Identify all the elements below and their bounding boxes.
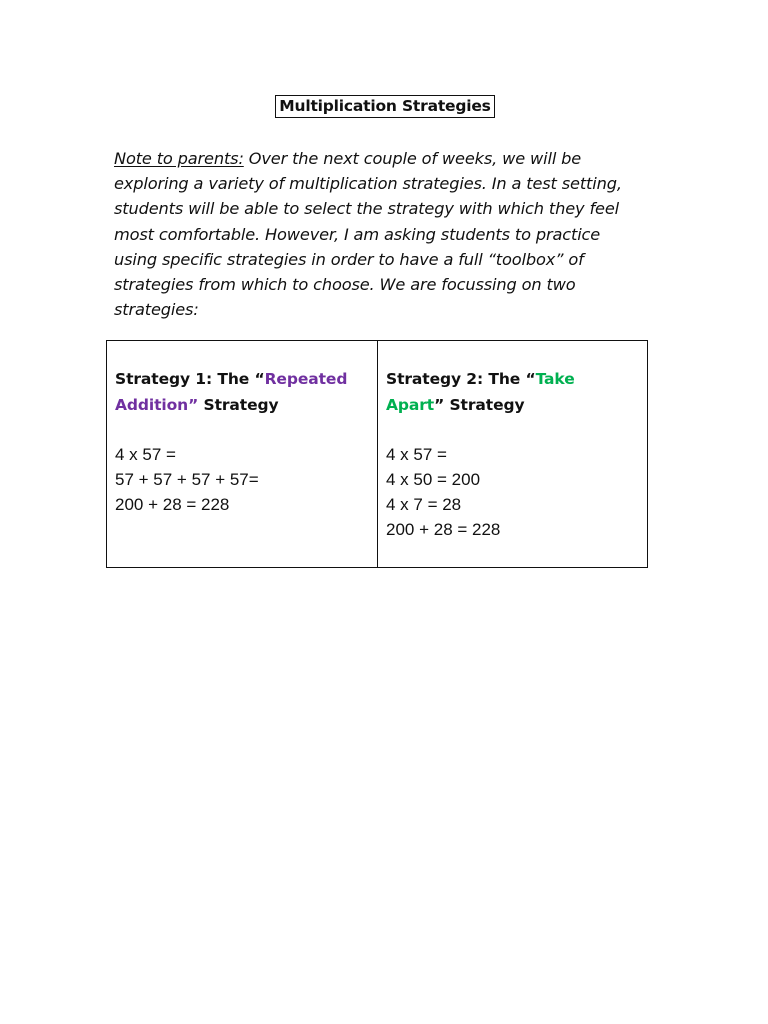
strategy-2-cell bbox=[378, 341, 647, 567]
strategy-1-heading-prefix: Strategy 1: The “ bbox=[115, 370, 265, 388]
note-label: Note to parents: bbox=[114, 149, 244, 168]
strategy-2-heading-suffix: ” Strategy bbox=[434, 395, 525, 414]
page-title: Multiplication Strategies bbox=[275, 95, 494, 118]
note-line-1-text: Over the next couple of weeks, we will be bbox=[243, 149, 582, 168]
strategy-1-heading-highlight-1: Repeated bbox=[264, 370, 348, 388]
strategy-1-cell bbox=[107, 341, 378, 567]
strategy-2-heading-highlight-2: Apart bbox=[386, 395, 435, 414]
note-line-1 bbox=[114, 146, 674, 171]
strategy-1-heading-line-2 bbox=[115, 393, 370, 419]
strategy-1-heading-line-1 bbox=[115, 367, 370, 393]
strategy-2-heading-prefix: Strategy 2: The “ bbox=[386, 370, 536, 388]
strategy-table bbox=[106, 340, 648, 568]
strategy-2-math-line-3: 4 x 7 = 28 bbox=[386, 495, 462, 514]
title-container bbox=[0, 95, 768, 118]
note-line-6: strategies from which to choose. We are focussing on two bbox=[114, 275, 576, 295]
strategy-1-math-line-2: 57 + 57 + 57 + 57= bbox=[115, 470, 259, 489]
strategy-2-heading-highlight-1: Take bbox=[535, 370, 575, 388]
strategy-1-heading bbox=[115, 367, 370, 418]
note-to-parents bbox=[114, 146, 674, 322]
note-line-4: most comfortable. However, I am asking students to practice bbox=[114, 224, 601, 244]
note-line-3: students will be able to select the strategy with which they feel bbox=[114, 199, 619, 219]
strategy-2-math-line-2: 4 x 50 = 200 bbox=[386, 470, 481, 489]
strategy-1-heading-suffix: Strategy bbox=[198, 395, 279, 414]
strategy-1-math-line-1: 4 x 57 = bbox=[115, 445, 176, 464]
note-line-2: exploring a variety of multiplication strategies. In a test setting, bbox=[114, 174, 622, 194]
note-line-7: strategies: bbox=[114, 300, 199, 320]
strategy-1-math bbox=[115, 442, 259, 517]
strategy-2-heading bbox=[386, 367, 641, 418]
strategy-2-math-line-4: 200 + 28 = 228 bbox=[386, 520, 501, 539]
strategy-1-heading-highlight-2: Addition” bbox=[115, 395, 199, 414]
strategy-2-math-line-1: 4 x 57 = bbox=[386, 445, 447, 464]
strategy-2-math bbox=[386, 442, 500, 542]
strategy-2-heading-line-2 bbox=[386, 393, 641, 419]
note-line-5: using specific strategies in order to have a full “toolbox” of bbox=[114, 249, 584, 269]
strategy-1-math-line-3: 200 + 28 = 228 bbox=[115, 495, 230, 514]
strategy-2-heading-line-1 bbox=[386, 367, 641, 393]
